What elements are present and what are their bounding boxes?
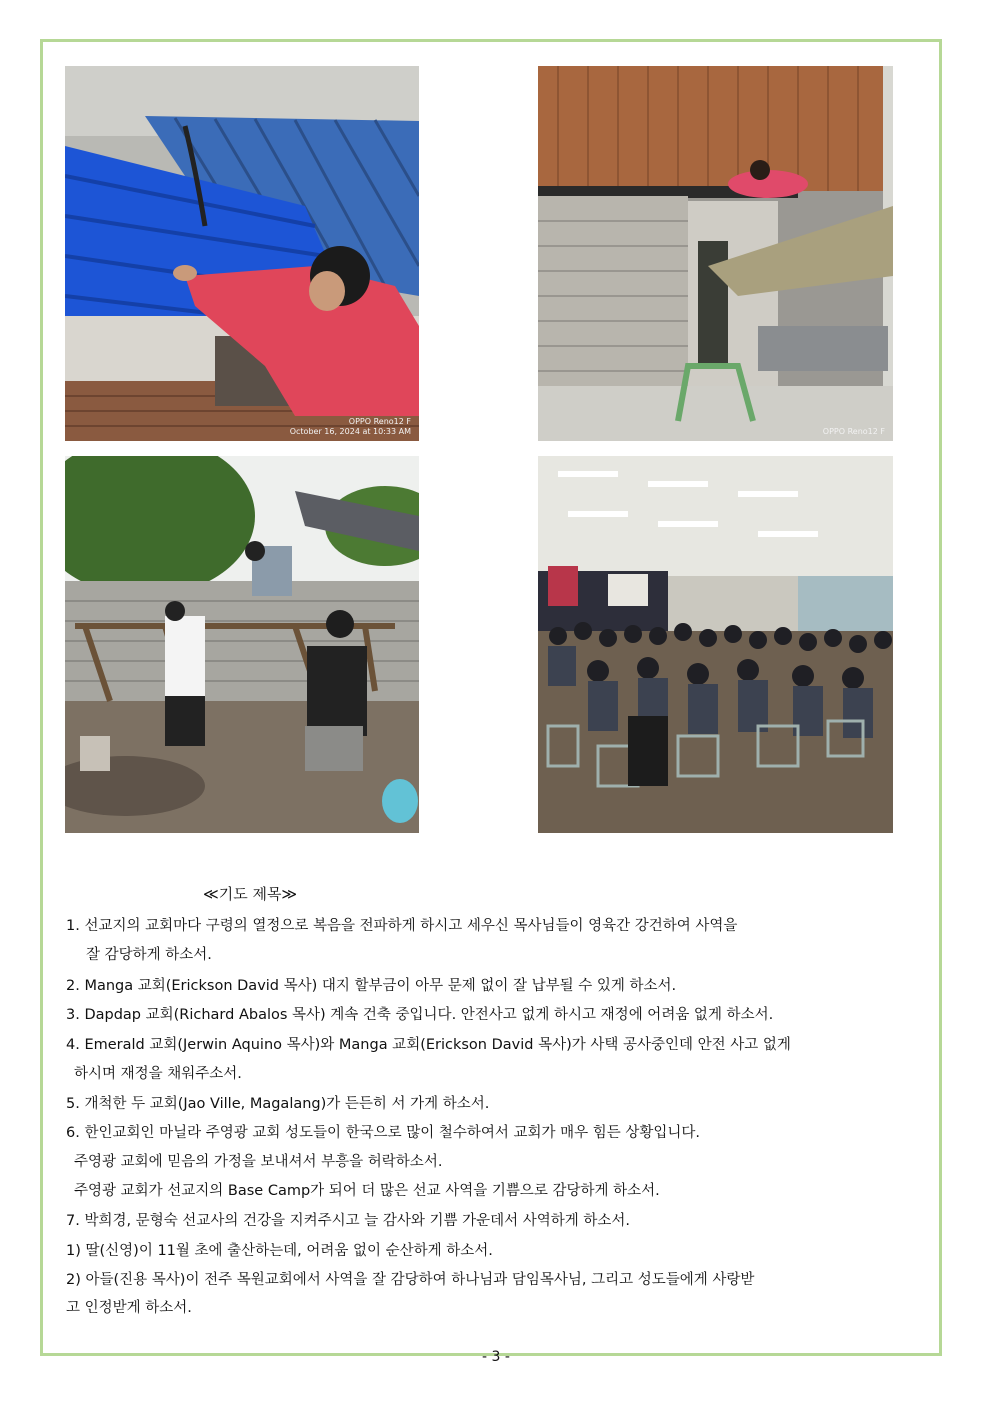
prayer-item-1-line-2: 잘 감당하게 하소서. <box>86 947 212 963</box>
prayer-item-3: 3. Dapdap 교회(Richard Abalos 목사) 계속 건축 중입니다. 안전사고 없게 하시고 재정에 어려움 없게 하소서. <box>66 1007 774 1023</box>
prayer-item-7: 7. 박희경, 문형숙 선교사의 건강을 지켜주시고 늘 감사와 기쁨 가운데서 사역하게 하소서. <box>66 1213 630 1229</box>
prayer-subitem-2-line-1: 2) 아들(진용 목사)이 전주 목원교회에서 사역을 잘 감당하여 하나님과 담임목사님, 그리고 성도들에게 사랑받 <box>66 1272 755 1288</box>
prayer-subitem-2-line-2: 고 인정받게 하소서. <box>66 1300 192 1316</box>
prayer-item-6-line-2: 주영광 교회에 믿음의 가정을 보내셔서 부흥을 허락하소서. <box>74 1154 443 1170</box>
prayer-item-2: 2. Manga 교회(Erickson David 목사) 대지 할부금이 아무 문제 없이 잘 납부될 수 있게 하소서. <box>66 978 677 994</box>
prayer-heading: ≪기도 제목≫ <box>203 885 298 903</box>
photo-wall-construction <box>65 456 419 833</box>
photo-timestamp: OPPO Reno12 F October 16, 2024 at 10:33 AM <box>289 417 411 436</box>
prayer-subitem-1: 1) 딸(신영)이 11월 초에 출산하는데, 어려움 없이 순산하게 하소서. <box>66 1243 493 1259</box>
photo-timestamp: OPPO Reno12 F <box>822 427 885 436</box>
prayer-item-1-line-1: 1. 선교지의 교회마다 구령의 열정으로 복음을 전파하게 하시고 세우신 목사님들이 영육간 강건하여 사역을 <box>66 918 738 934</box>
photo-church-meeting <box>538 456 893 833</box>
prayer-item-4-line-2: 하시며 재정을 채워주소서. <box>74 1066 242 1082</box>
photo-building-wall <box>538 66 893 441</box>
page-number: - 3 - <box>482 1349 510 1365</box>
prayer-item-6-line-1: 6. 한인교회인 마닐라 주영광 교회 성도들이 한국으로 많이 철수하여서 교회가 매우 힘든 상황입니다. <box>66 1125 701 1141</box>
prayer-item-5: 5. 개척한 두 교회(Jao Ville, Magalang)가 든든히 서 가게 하소서. <box>66 1096 490 1112</box>
prayer-item-6-line-3: 주영광 교회가 선교지의 Base Camp가 되어 더 많은 선교 사역을 기쁨으로 감당하게 하소서. <box>74 1183 660 1199</box>
photo-roof-installation <box>65 66 419 441</box>
prayer-item-4-line-1: 4. Emerald 교회(Jerwin Aquino 목사)와 Manga 교회(Erickson David 목사)가 사택 공사중인데 안전 사고 없게 <box>66 1037 791 1053</box>
